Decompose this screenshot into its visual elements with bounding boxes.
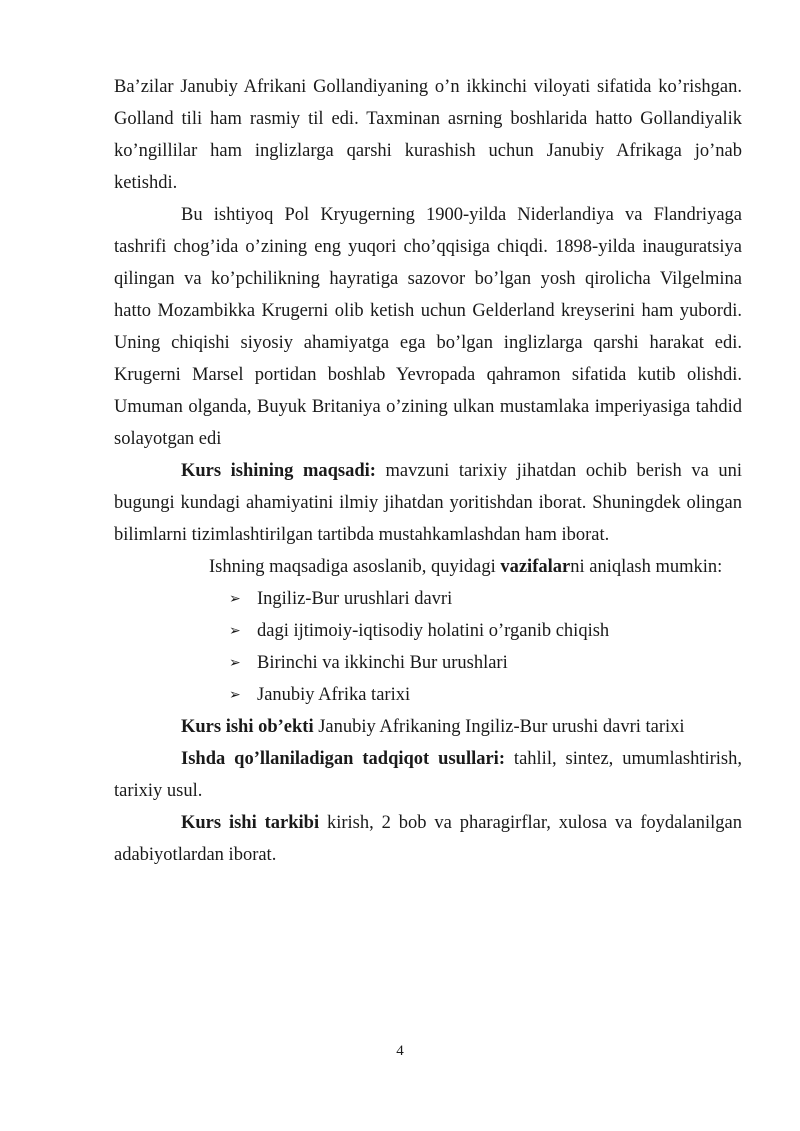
list-item [229, 647, 742, 679]
methods-label: Ishda qo’llaniladigan tadqiqot usullari: [181, 749, 505, 769]
paragraph-object [114, 711, 742, 743]
goal-label: Kurs ishining maqsadi: [181, 461, 376, 481]
task-text: dagi ijtimoiy-iqtisodiy holatini o’rganib chiqish [257, 621, 610, 641]
document-body [114, 71, 742, 871]
methods-text: tahlil, sintez, umumlashtirish, tarixiy usul. [114, 749, 742, 801]
arrow-bullet-icon: ➢ [229, 655, 241, 671]
task-text: Birinchi va ikkinchi Bur urushlari [257, 653, 508, 673]
arrow-bullet-icon: ➢ [229, 687, 241, 703]
list-item [229, 583, 742, 615]
tasks-intro-after: ni aniqlash mumkin: [570, 557, 723, 577]
list-item [229, 615, 742, 647]
object-label: Kurs ishi ob’ekti [181, 717, 314, 737]
paragraph-dutch-support: Ba’zilar Janubiy Afrikani Gollandiyaning o’n ikkinchi viloyati sifatida ko’rishgan. Golland tili ham rasmiy til edi. Taxminan asrning boshlarida hatto Gollandiyalik ko’ngillilar ham inglizlarga qarshi kurashish uchun Janubiy Afrikaga jo’nab ketishdi. [114, 77, 742, 193]
paragraph-goal [114, 455, 742, 551]
paragraph-tasks-intro [114, 551, 742, 583]
list-item [229, 679, 742, 711]
structure-text: kirish, 2 bob va pharagirflar, xulosa va foydalanilgan adabiyotlardan iborat. [114, 813, 742, 865]
tasks-list [114, 583, 742, 711]
tasks-intro-before: Ishning maqsadiga asoslanib, quyidagi [209, 557, 501, 577]
task-text: Janubiy Afrika tarixi [257, 685, 411, 705]
page-number: 4 [396, 1043, 404, 1059]
arrow-bullet-icon: ➢ [229, 591, 241, 607]
arrow-bullet-icon: ➢ [229, 623, 241, 639]
paragraph-methods [114, 743, 742, 807]
paragraph-structure [114, 807, 742, 871]
paragraph-kruger-visit: Bu ishtiyoq Pol Kryugerning 1900-yilda Niderlandiya va Flandriyaga tashrifi chog’ida o’zining eng yuqori cho’qqisiga chiqdi. 1898-yilda inauguratsiya qilingan va ko’pchilikning hayratiga sazovor bo’lgan yosh qirolicha Vilgelmina hatto Mozambikka Krugerni olib ketish uchun Gelderland kreyserini ham yubordi. Uning chiqishi siyosiy ahamiyatga ega bo’lgan inglizlarga qarshi harakat edi. Krugerni Marsel portidan boshlab Yevropada qahramon sifatida kutib olishdi. Umuman olganda, Buyuk Britaniya o’zining ulkan mustamlaka imperiyasiga tahdid solayotgan edi [114, 205, 742, 449]
object-text: Janubiy Afrikaning Ingiliz-Bur urushi davri tarixi [313, 717, 685, 737]
task-text: Ingiliz-Bur urushlari davri [257, 589, 453, 609]
tasks-intro-bold: vazifalar [500, 557, 571, 577]
goal-text: mavzuni tarixiy jihatdan ochib berish va uni bugungi kundagi ahamiyatini ilmiy jihatdan yoritishdan iborat. Shuningdek olingan bilimlarni tizimlashtirilgan tartibda mustahkamlashdan ham iborat. [114, 461, 742, 545]
structure-label: Kurs ishi tarkibi [181, 813, 320, 833]
